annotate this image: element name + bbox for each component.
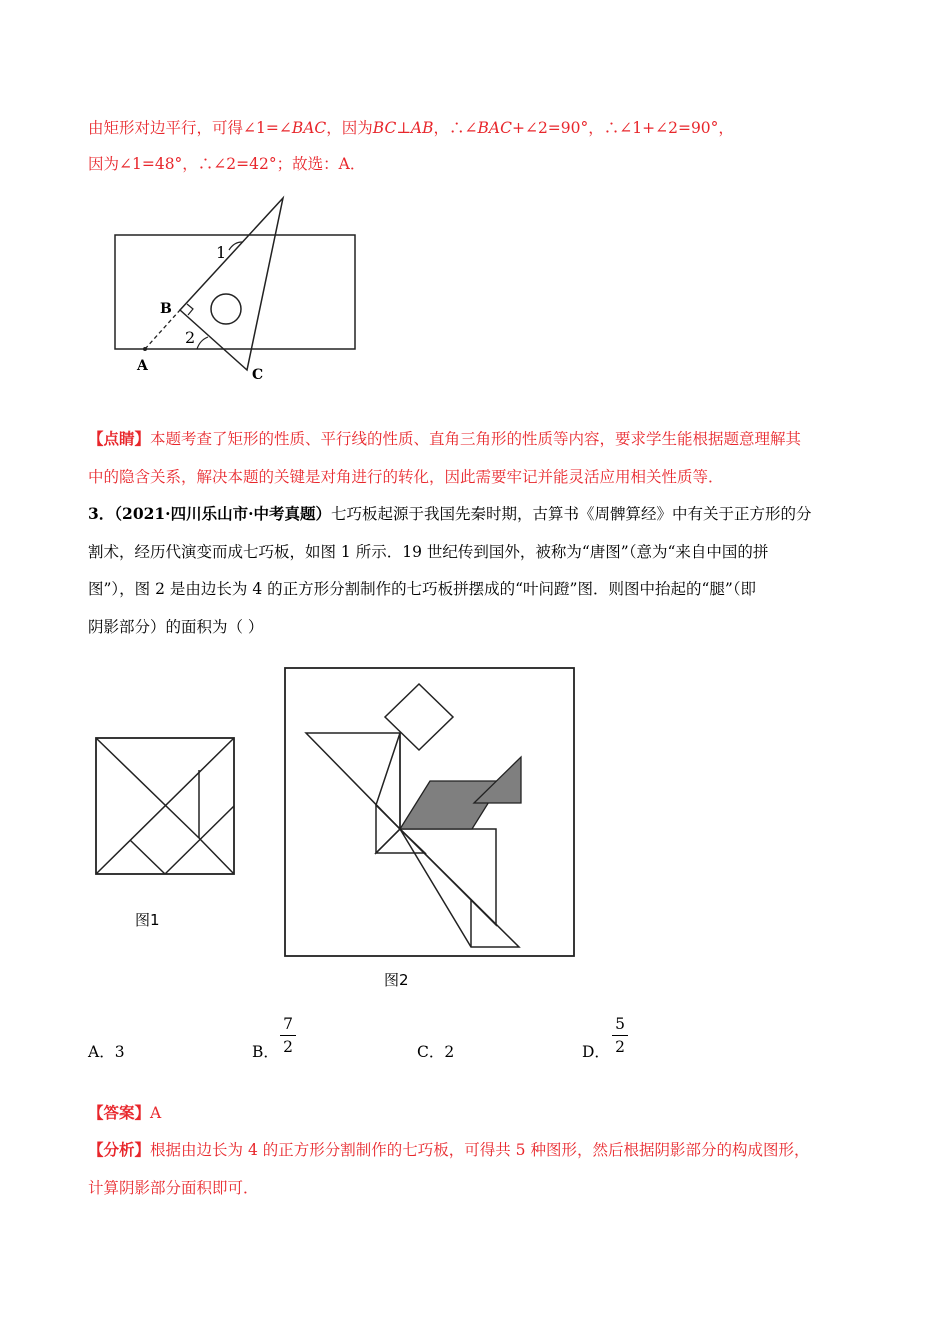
angle-label-2: 2 — [185, 328, 196, 347]
analysis-line-2: 计算阴影部分面积即可． — [88, 1179, 259, 1197]
comment-line-1: 【点睛】本题考查了矩形的性质、平行线的性质、直角三角形的性质等内容，要求学生能根据题意理解其 — [88, 429, 802, 448]
tangram-figure-1 — [95, 737, 235, 877]
comment-line-2: 中的隐含关系，解决本题的关键是对角进行的转化，因此需要牢记并能灵活应用相关性质等． — [88, 468, 724, 486]
answer-line: 【答案】A — [88, 1103, 162, 1122]
angle-label-1: 1 — [216, 243, 227, 262]
option-c[interactable]: C．2 — [417, 1043, 455, 1061]
option-a[interactable]: A．3 — [88, 1043, 125, 1061]
fig1-caption: 图1 — [135, 911, 160, 929]
question-line-3: 图”），图 2 是由边长为 4 的正方形分割制作的七巧板拼摆成的“叶问蹬”图．则图中抬起的“腿”（即 — [88, 580, 757, 598]
point-label-b: B — [160, 301, 172, 317]
question-line-2: 割术，经历代演变而成七巧板，如图 1 所示．19 世纪传到国外，被称为“唐图”（意为“来自中国的拼 — [88, 543, 769, 561]
question-line-4: 阴影部分）的面积为（ ） — [88, 618, 264, 636]
fig2-caption: 图2 — [384, 971, 409, 989]
question-line-1: 3．（2021·四川乐山市·中考真题）七巧板起源于我国先秦时期，古算书《周髀算经》中有关于正方形的分 — [88, 504, 812, 523]
option-b[interactable]: B． — [252, 1043, 279, 1061]
rectangle-triangle-figure — [100, 190, 380, 390]
tangram-figure-2 — [284, 667, 576, 959]
option-d[interactable]: D． — [582, 1043, 610, 1061]
analysis-line-1: 【分析】根据由边长为 4 的正方形分割制作的七巧板，可得共 5 种图形，然后根据阴影部分的构成图形， — [88, 1140, 810, 1159]
solution-line-2: 因为∠1=48°，∴∠2=42°；故选：A． — [88, 155, 366, 173]
point-label-a: A — [137, 358, 148, 374]
option-d-fraction: 5 2 — [610, 1014, 630, 1057]
solution-line-1: 由矩形对边平行，可得∠1=∠BAC，因为BC⊥AB，∴∠BAC+∠2=90°，∴∠1+∠2=90°， — [88, 119, 734, 137]
point-label-c: C — [252, 367, 264, 383]
option-b-fraction: 7 2 — [278, 1014, 298, 1057]
